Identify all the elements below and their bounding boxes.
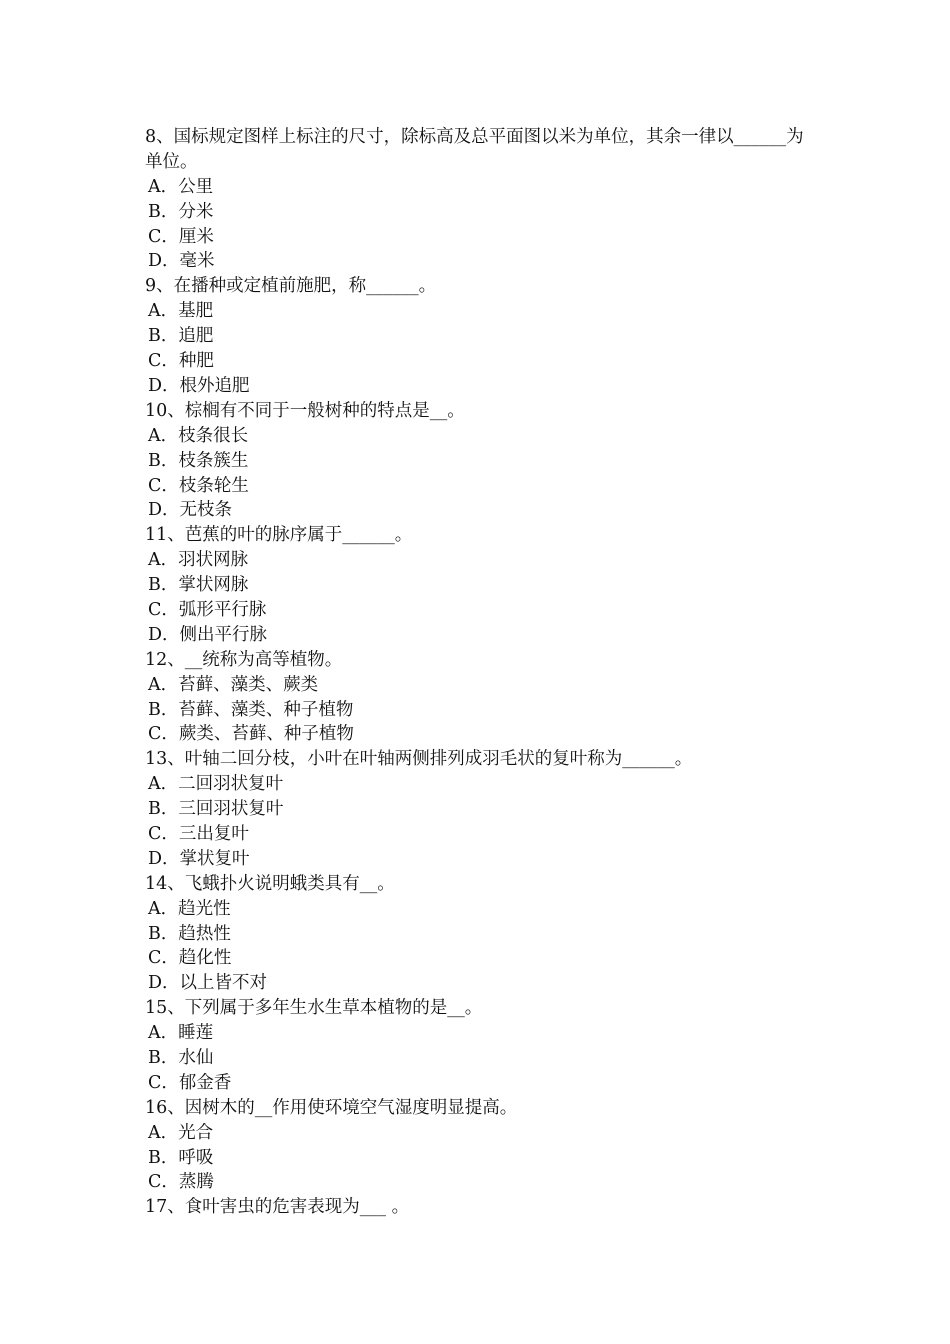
option-d: D．掌状复叶 — [148, 848, 250, 869]
question-stem: 16、因树木的__作用使环境空气湿度明显提高。 — [145, 1097, 518, 1118]
option-b: B．掌状网脉 — [148, 575, 249, 596]
option-a: A．苔藓、藻类、蕨类 — [148, 674, 319, 695]
option-d: D．以上皆不对 — [148, 973, 268, 994]
question-list — [145, 125, 820, 1220]
question-stem: 15、下列属于多年生水生草本植物的是__。 — [145, 998, 483, 1019]
option-a: A．趋光性 — [148, 898, 231, 919]
question-12 — [145, 648, 820, 748]
option-a: A．枝条很长 — [148, 425, 249, 446]
option-c: C．趋化性 — [148, 948, 232, 969]
option-b: B．苔藓、藻类、种子植物 — [148, 699, 354, 720]
question-14 — [145, 872, 820, 996]
question-15 — [145, 996, 820, 1096]
question-17 — [145, 1195, 820, 1220]
question-9 — [145, 274, 820, 398]
question-stem: 12、__统称为高等植物。 — [145, 649, 343, 670]
question-stem: 11、芭蕉的叶的脉序属于______。 — [145, 525, 413, 546]
option-b: B．枝条簇生 — [148, 450, 249, 471]
option-b: B．三回羽状复叶 — [148, 799, 284, 820]
option-d: D．无枝条 — [148, 500, 233, 521]
option-a: A．基肥 — [148, 301, 214, 322]
question-10 — [145, 399, 820, 523]
option-a: A．二回羽状复叶 — [148, 774, 284, 795]
option-c: C．弧形平行脉 — [148, 599, 267, 620]
question-stem: 17、食叶害虫的危害表现为___ 。 — [145, 1197, 410, 1218]
option-a: A．羽状网脉 — [148, 550, 249, 571]
option-d: D．根外追肥 — [148, 375, 250, 396]
question-13 — [145, 747, 820, 871]
option-b: B．水仙 — [148, 1047, 214, 1068]
option-b: B．追肥 — [148, 326, 214, 347]
option-c: C．郁金香 — [148, 1072, 232, 1093]
question-16 — [145, 1096, 820, 1196]
option-b: B．趋热性 — [148, 923, 231, 944]
question-stem: 10、棕榈有不同于一般树种的特点是__。 — [145, 400, 465, 421]
option-a: A．公里 — [148, 176, 214, 197]
question-stem: 14、飞蛾扑火说明蛾类具有__。 — [145, 873, 395, 894]
question-11 — [145, 523, 820, 647]
option-a: A．睡莲 — [148, 1023, 214, 1044]
option-b: B．分米 — [148, 201, 214, 222]
option-c: C．蕨类、苔藓、种子植物 — [148, 724, 354, 745]
option-b: B．呼吸 — [148, 1147, 214, 1168]
option-c: C．种肥 — [148, 351, 214, 372]
option-c: C．三出复叶 — [148, 823, 249, 844]
option-d: D．毫米 — [148, 251, 215, 272]
question-stem: 9、在播种或定植前施肥，称______。 — [145, 276, 437, 297]
question-stem: 8、国标规定图样上标注的尺寸，除标高及总平面图以米为单位，其余一律以______为单位。 — [145, 127, 804, 172]
option-c: C．蒸腾 — [148, 1172, 214, 1193]
option-c: C．枝条轮生 — [148, 475, 249, 496]
option-a: A．光合 — [148, 1122, 214, 1143]
option-d: D．侧出平行脉 — [148, 624, 268, 645]
question-stem: 13、叶轴二回分枝，小叶在叶轴两侧排列成羽毛状的复叶称为______。 — [145, 749, 693, 770]
option-c: C．厘米 — [148, 226, 214, 247]
question-8 — [145, 125, 820, 274]
